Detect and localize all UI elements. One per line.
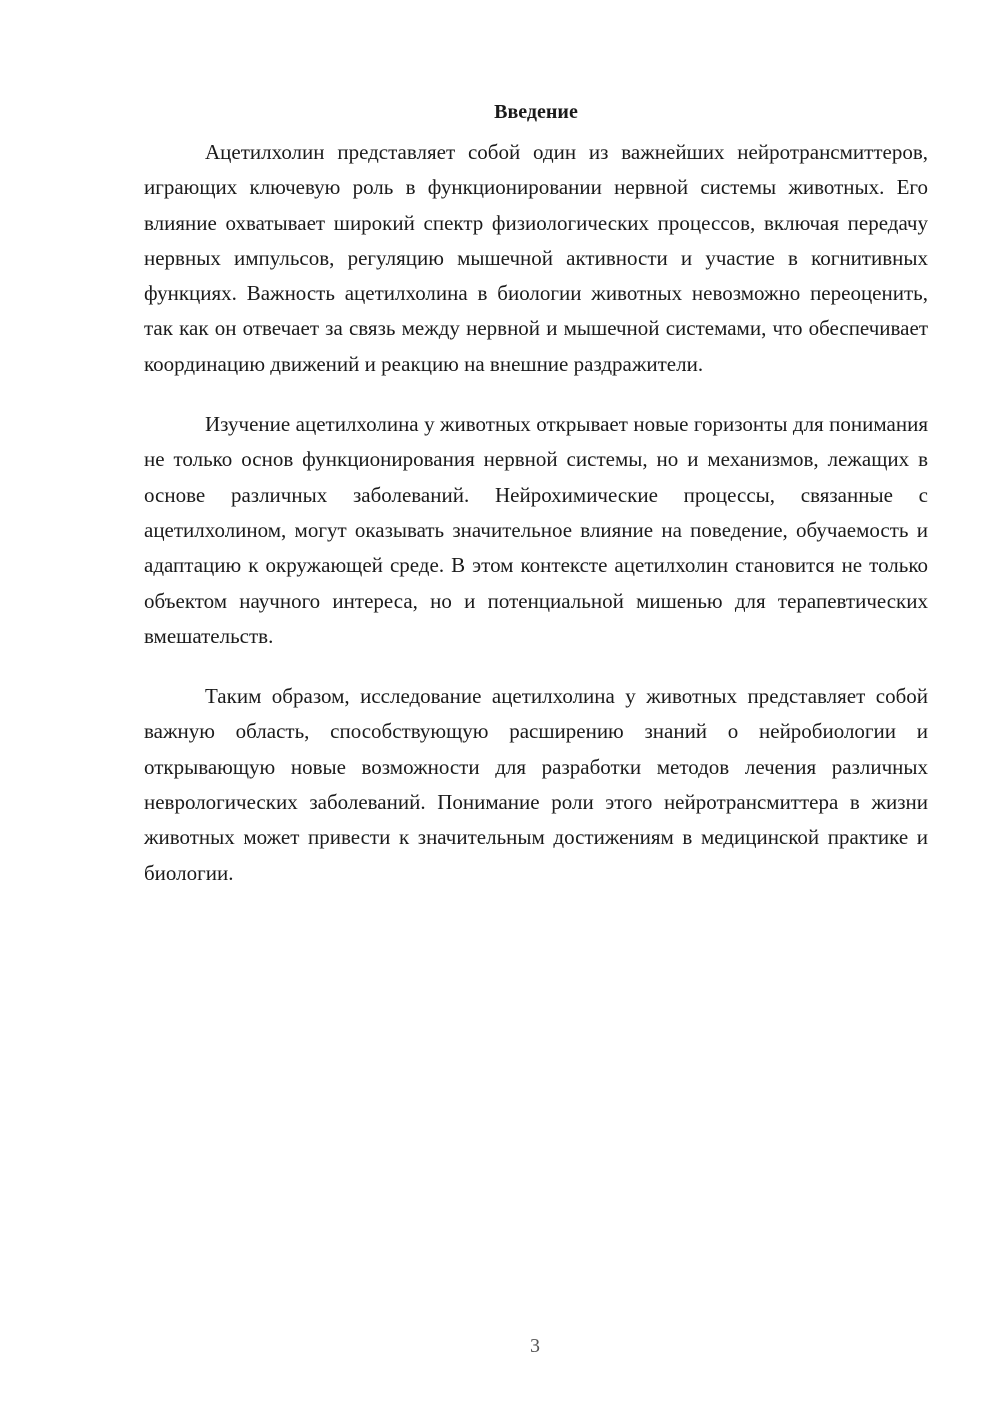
paragraph-2: Изучение ацетилхолина у животных открывает новые горизонты для понимания не только основ функционирования нервной системы, но и механизмов, лежащих в основе различных заболеваний. Нейрохимические процессы, связанные с ацетилхолином, могут оказывать значительное влияние на поведение, обучаемость и адаптацию к окружающей среде. В этом контексте ацетилхолин становится не только объектом научного интереса, но и потенциальной мишенью для терапевтических вмешательств. <box>144 412 928 648</box>
section-title: Введение <box>494 101 578 123</box>
page-content <box>144 97 928 916</box>
page-number: 3 <box>530 1335 540 1357</box>
paragraph-1: Ацетилхолин представляет собой один из важнейших нейротрансмиттеров, играющих ключевую роль в функционировании нервной системы животных. Его влияние охватывает широкий спектр физиологических процессов, включая передачу нервных импульсов, регуляцию мышечной активности и участие в когнитивных функциях. Важность ацетилхолина в биологии животных невозможно переоценить, так как он отвечает за связь между нервной и мышечной системами, что обеспечивает координацию движений и реакцию на внешние раздражители. <box>144 140 928 376</box>
paragraph-3: Таким образом, исследование ацетилхолина у животных представляет собой важную область, способствующую расширению знаний о нейробиологии и открывающую новые возможности для разработки методов лечения различных неврологических заболеваний. Понимание роли этого нейротрансмиттера в жизни животных может привести к значительным достижениям в медицинской практике и биологии. <box>144 684 928 885</box>
